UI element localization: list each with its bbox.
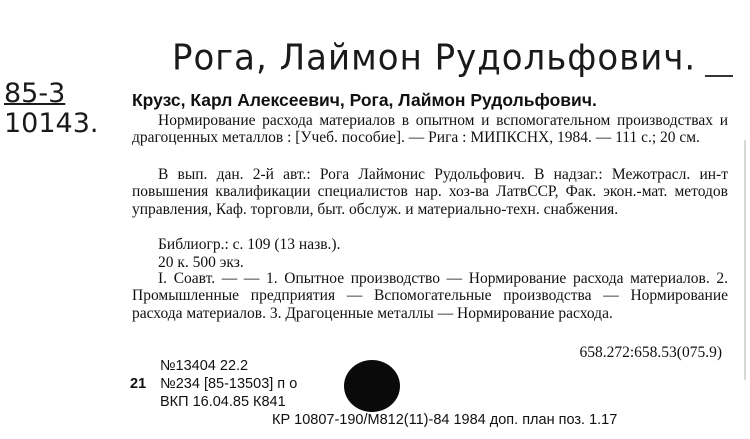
tech-line-2 — [130, 376, 297, 393]
subject-tracings: I. Соавт. — — 1. Опытное производство — Нормирование расхода материалов. 2. Промышленные предприятия — Вспомогательные производства — Нормирование расхода материалов. 3. Драгоценные металлы — Нормирование расхода. — [132, 270, 728, 322]
tech-index: 21 — [130, 376, 147, 392]
ink-blot — [344, 360, 400, 412]
tech-line-2-text: №234 [85-13503] п о — [160, 376, 298, 392]
notes-block: В вып. дан. 2-й авт.: Рога Лаймонис Рудольфович. В надзаг.: Межотрасл. ин-т повышения квалификации специалистов нар. хоз-ва ЛатвССР, Фак. экон.-мат. методов управления, Каф. торговли, быт. обслуж. и материально-техн. снабжения. — [132, 166, 728, 218]
bibliography-note: Библиогр.: с. 109 (13 назв.). — [158, 236, 341, 253]
title-block: Нормирование расхода материалов в опытном и вспомогательном производствах и драгоценных металлов : [Учеб. пособие]. — Рига : МИПКСНХ, 1984. — 111 с.; 20 см. — [132, 112, 728, 147]
shelf-mark-line1: 85-3 — [4, 78, 66, 109]
entry-heading: Крузс, Карл Алексеевич, Рога, Лаймон Рудольфович. — [132, 90, 597, 110]
tech-line-3: ВКП 16.04.85 К841 — [160, 394, 286, 410]
handwritten-shelf-mark — [4, 80, 98, 138]
price-and-run: 20 к. 500 экз. — [158, 254, 244, 271]
card-edge-shadow — [744, 140, 746, 380]
udc-number: 658.272:658.53(075.9) — [579, 344, 722, 361]
pen-dash-mark — [705, 75, 733, 77]
tech-line-1: №13404 22.2 — [160, 358, 249, 374]
shelf-mark-line2: 10143. — [4, 108, 99, 139]
printing-line: КР 10807-190/М812(11)-84 1984 доп. план поз. 1.17 — [272, 412, 618, 428]
handwritten-author-name: Рога, Лаймон Рудольфович. — [172, 37, 697, 79]
